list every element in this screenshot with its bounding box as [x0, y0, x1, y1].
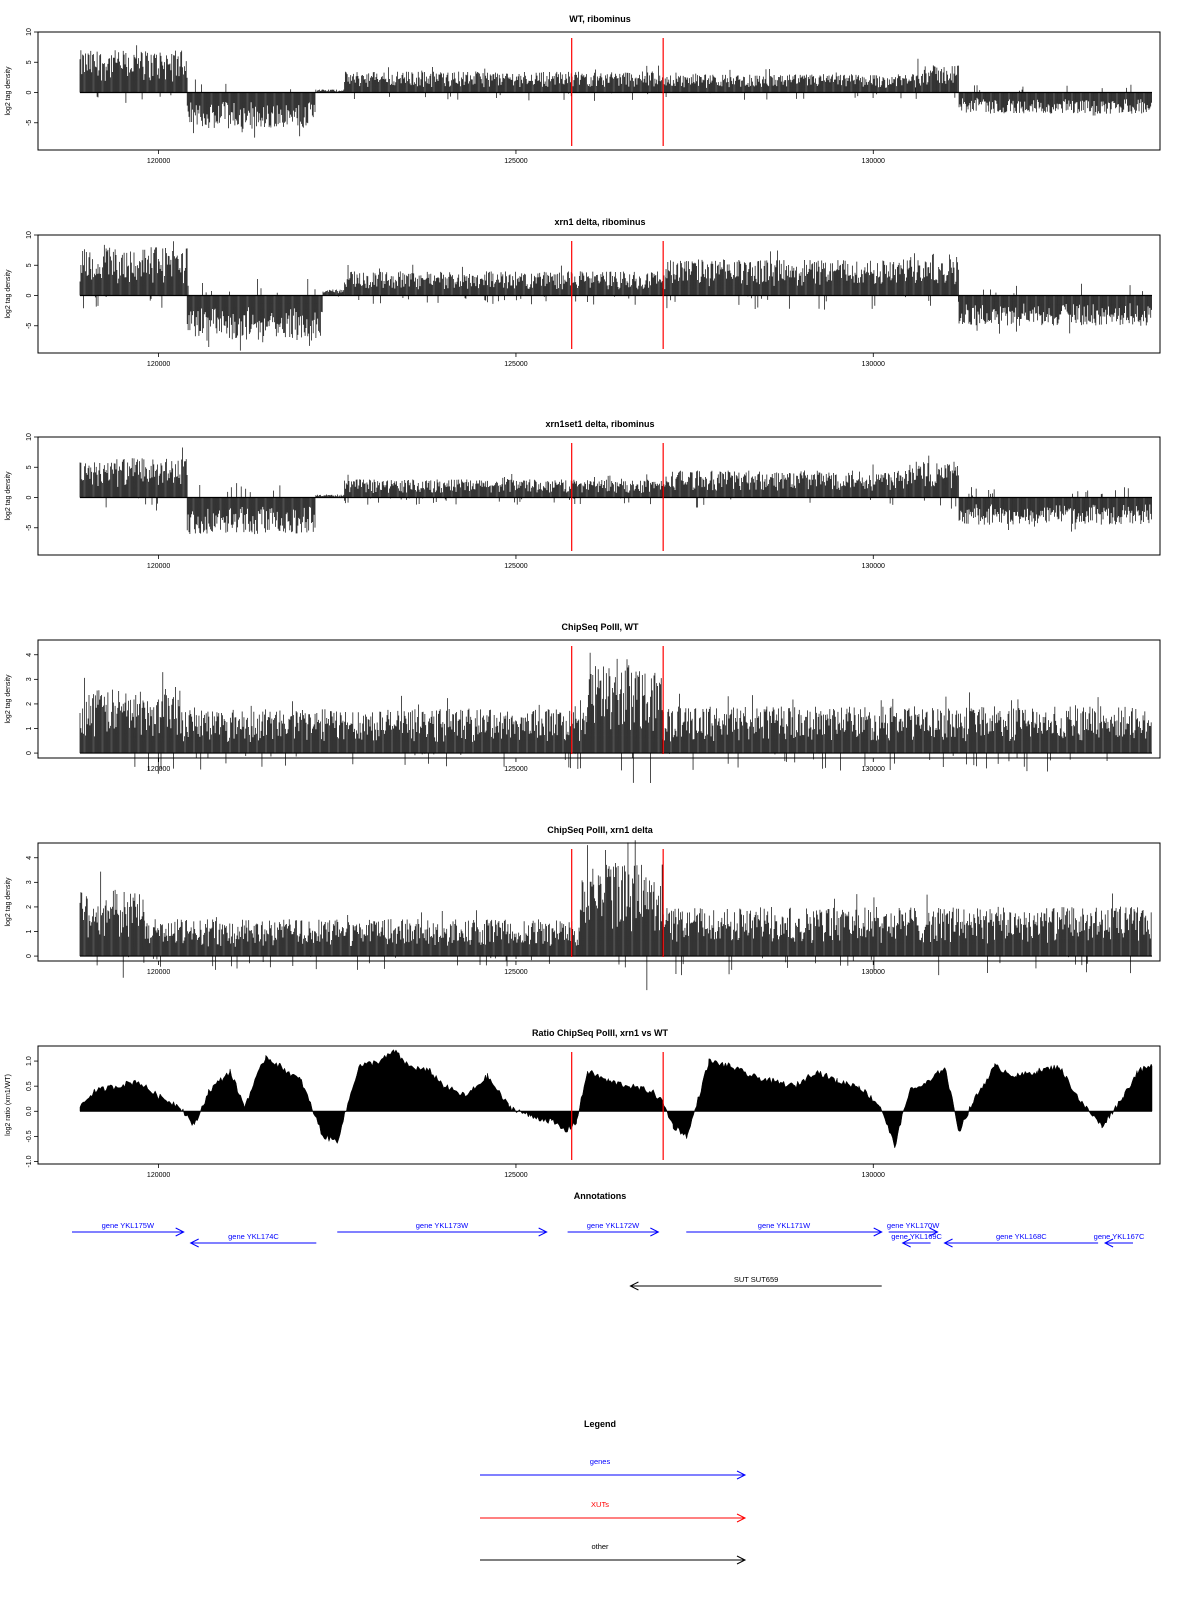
x-tick-label: 130000 — [861, 158, 885, 165]
track-panel-0 — [5, 14, 1160, 165]
x-tick-label: 125000 — [504, 1172, 528, 1179]
annotations-title: Annotations — [573, 1191, 627, 1201]
x-tick-label: 130000 — [861, 563, 885, 570]
y-tick-label: 1 — [26, 929, 33, 934]
annotation-label: gene YKL173W — [415, 1221, 469, 1230]
x-tick-label: 130000 — [861, 361, 885, 368]
y-axis-label: log2 tag density — [5, 877, 12, 927]
density-bars — [80, 653, 1151, 783]
annotation-9 — [630, 1275, 881, 1290]
track-panel-5 — [5, 1028, 1160, 1179]
density-bars — [80, 447, 1152, 534]
annotations-section — [72, 1191, 1145, 1290]
y-tick-label: -5 — [26, 119, 33, 126]
y-tick-label: 2 — [26, 904, 33, 909]
y-tick-label: 5 — [26, 465, 33, 470]
y-tick-label: 5 — [26, 263, 33, 268]
y-tick-label: -0.5 — [26, 1130, 33, 1143]
y-tick-label: 5 — [26, 60, 33, 65]
y-tick-label: 0 — [26, 90, 33, 95]
ratio-area — [80, 1050, 1152, 1148]
track-panel-4 — [5, 825, 1160, 990]
annotation-label: gene YKL168C — [995, 1232, 1047, 1241]
legend-item-0 — [480, 1457, 745, 1479]
x-tick-label: 130000 — [861, 969, 885, 976]
annotation-3 — [568, 1221, 659, 1236]
x-tick-label: 125000 — [504, 969, 528, 976]
y-tick-label: 0 — [26, 495, 33, 500]
y-tick-label: -1.0 — [26, 1155, 33, 1168]
track-panel-3 — [5, 622, 1160, 783]
panel-title: ChipSeq PolII, WT — [561, 622, 639, 632]
track-panel-2 — [5, 419, 1160, 570]
x-tick-label: 130000 — [861, 1172, 885, 1179]
panel-title: xrn1set1 delta, ribominus — [545, 419, 655, 429]
x-tick-label: 125000 — [504, 766, 528, 773]
x-tick-label: 125000 — [504, 563, 528, 570]
panel-title: xrn1 delta, ribominus — [554, 217, 646, 227]
panel-title: WT, ribominus — [569, 14, 631, 24]
legend-item-label: genes — [589, 1457, 611, 1466]
y-tick-label: -5 — [26, 322, 33, 329]
annotation-4 — [686, 1221, 881, 1236]
y-axis-label: log2 ratio (xrn1/WT) — [5, 1074, 12, 1136]
annotation-label: gene YKL167C — [1093, 1232, 1145, 1241]
annotation-label: gene YKL175W — [101, 1221, 155, 1230]
y-tick-label: 4 — [26, 855, 33, 860]
x-tick-label: 120000 — [146, 969, 171, 976]
y-tick-label: 3 — [26, 880, 33, 885]
x-tick-label: 120000 — [146, 158, 171, 165]
y-tick-label: 1 — [26, 726, 33, 731]
y-tick-label: 0.5 — [26, 1081, 33, 1092]
annotation-label: gene YKL172W — [586, 1221, 640, 1230]
annotation-label: gene YKL171W — [757, 1221, 811, 1230]
annotation-0 — [72, 1221, 184, 1236]
annotation-label: SUT SUT659 — [733, 1275, 779, 1284]
y-tick-label: 10 — [26, 433, 33, 441]
y-axis-label: log2 tag density — [5, 471, 12, 521]
annotation-label: gene YKL170W — [886, 1221, 940, 1230]
y-tick-label: 10 — [26, 28, 33, 36]
y-tick-label: 10 — [26, 231, 33, 239]
density-bars — [80, 45, 1152, 137]
panel-title: Ratio ChipSeq PolII, xrn1 vs WT — [531, 1028, 669, 1038]
x-tick-label: 120000 — [146, 563, 171, 570]
track-panels — [5, 14, 1160, 1179]
track-panel-1 — [5, 217, 1160, 368]
y-tick-label: 0 — [26, 293, 33, 298]
x-tick-label: 125000 — [504, 158, 528, 165]
x-tick-label: 130000 — [861, 766, 885, 773]
legend-item-label: other — [591, 1542, 609, 1551]
annotation-label: gene YKL174C — [228, 1232, 279, 1241]
y-axis-label: log2 tag density — [5, 674, 12, 724]
annotation-label: gene YKL169C — [891, 1232, 942, 1241]
legend-section — [480, 1419, 745, 1564]
x-tick-label: 120000 — [146, 1172, 171, 1179]
density-bars — [80, 840, 1151, 990]
legend-item-2 — [480, 1542, 745, 1564]
y-axis-label: log2 tag density — [5, 66, 12, 116]
y-tick-label: 0.0 — [26, 1106, 33, 1117]
y-tick-label: 2 — [26, 701, 33, 706]
y-axis-label: log2 tag density — [5, 269, 12, 319]
annotation-7 — [945, 1232, 1099, 1247]
x-tick-label: 125000 — [504, 361, 528, 368]
annotation-8 — [1094, 1232, 1145, 1247]
legend-item-label: XUTs — [591, 1500, 609, 1509]
y-tick-label: 0 — [26, 751, 33, 756]
legend-title: Legend — [583, 1419, 617, 1429]
y-tick-label: -5 — [26, 524, 33, 531]
y-tick-label: 4 — [26, 652, 33, 657]
y-tick-label: 0 — [26, 954, 33, 959]
y-tick-label: 3 — [26, 677, 33, 682]
annotation-2 — [337, 1221, 546, 1236]
annotation-6 — [891, 1232, 942, 1247]
annotation-1 — [191, 1232, 317, 1247]
y-tick-label: 1.0 — [26, 1056, 33, 1066]
legend-item-1 — [480, 1500, 745, 1522]
panel-title: ChipSeq PolII, xrn1 delta — [547, 825, 653, 835]
x-tick-label: 120000 — [146, 361, 171, 368]
x-tick-label: 120000 — [146, 766, 171, 773]
